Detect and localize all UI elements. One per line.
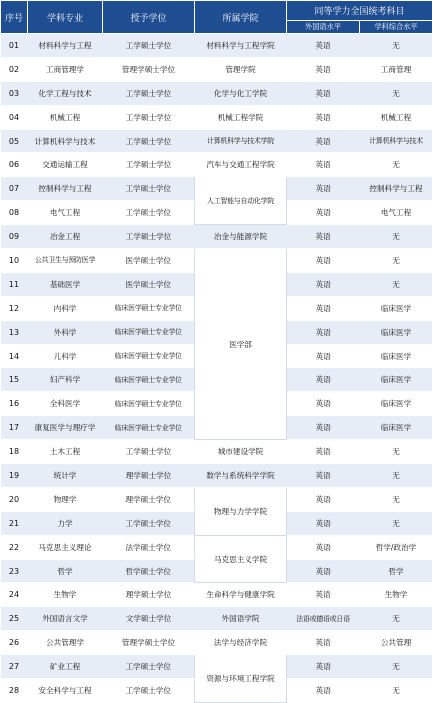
row-major: 控制科学与工程 — [28, 177, 103, 201]
row-index: 28 — [1, 679, 28, 703]
row-major: 冶金工程 — [28, 225, 103, 249]
row-comprehensive: 机械工程 — [360, 105, 432, 129]
row-index: 24 — [1, 583, 28, 607]
row-foreign-language: 英语 — [287, 249, 360, 273]
row-comprehensive: 临床医学 — [360, 296, 432, 320]
row-foreign-language: 英语 — [287, 535, 360, 559]
row-index: 27 — [1, 655, 28, 679]
row-index: 05 — [1, 129, 28, 153]
row-foreign-language: 英语 — [287, 320, 360, 344]
row-degree: 工学硕士学位 — [103, 201, 195, 225]
row-foreign-language: 英语 — [287, 129, 360, 153]
row-school: 机械工程学院 — [195, 105, 287, 129]
table-row — [1, 583, 432, 607]
row-foreign-language: 英语 — [287, 392, 360, 416]
row-comprehensive: 无 — [360, 464, 432, 488]
row-degree: 工学硕士学位 — [103, 153, 195, 177]
row-major: 材料科学与工程 — [28, 34, 103, 58]
table-row — [1, 129, 432, 153]
row-major: 哲学 — [28, 559, 103, 583]
row-degree: 工学硕士学位 — [103, 34, 195, 58]
row-major: 矿业工程 — [28, 655, 103, 679]
row-school: 化学与化工学院 — [195, 81, 287, 105]
table-row — [1, 655, 432, 679]
row-school: 外国语学院 — [195, 607, 287, 631]
row-foreign-language: 英语 — [287, 225, 360, 249]
row-major: 外科学 — [28, 320, 103, 344]
row-major: 马克思主义理论 — [28, 535, 103, 559]
row-major: 化学工程与技术 — [28, 81, 103, 105]
row-comprehensive: 哲学/政治学 — [360, 535, 432, 559]
row-major: 土木工程 — [28, 440, 103, 464]
row-degree: 医学硕士学位 — [103, 249, 195, 273]
row-foreign-language: 英语 — [287, 57, 360, 81]
row-degree: 理学硕士学位 — [103, 583, 195, 607]
row-school: 冶金与能源学院 — [195, 225, 287, 249]
row-index: 26 — [1, 631, 28, 655]
row-comprehensive: 临床医学 — [360, 320, 432, 344]
header-index: 序号 — [1, 1, 28, 34]
row-major: 工商管理学 — [28, 57, 103, 81]
row-major: 力学 — [28, 511, 103, 535]
row-comprehensive: 临床医学 — [360, 344, 432, 368]
row-comprehensive: 工商管理 — [360, 57, 432, 81]
row-foreign-language: 英语 — [287, 177, 360, 201]
row-index: 23 — [1, 559, 28, 583]
row-major: 统计学 — [28, 464, 103, 488]
row-major: 外国语言文学 — [28, 607, 103, 631]
row-degree: 临床医学硕士专业学位 — [103, 392, 195, 416]
row-major: 基础医学 — [28, 272, 103, 296]
row-index: 21 — [1, 511, 28, 535]
row-comprehensive: 无 — [360, 487, 432, 511]
row-degree: 文学硕士学位 — [103, 607, 195, 631]
row-comprehensive: 无 — [360, 607, 432, 631]
row-major: 计算机科学与技术 — [28, 129, 103, 153]
table-row — [1, 487, 432, 511]
row-degree: 理学硕士学位 — [103, 464, 195, 488]
table-row — [1, 607, 432, 631]
row-index: 03 — [1, 81, 28, 105]
row-degree: 医学硕士学位 — [103, 272, 195, 296]
row-foreign-language: 英语 — [287, 464, 360, 488]
row-foreign-language: 英语 — [287, 368, 360, 392]
row-degree: 法学硕士学位 — [103, 535, 195, 559]
table-row — [1, 249, 432, 273]
row-major: 内科学 — [28, 296, 103, 320]
row-index: 01 — [1, 34, 28, 58]
row-degree: 工学硕士学位 — [103, 655, 195, 679]
row-degree: 临床医学硕士专业学位 — [103, 368, 195, 392]
row-comprehensive: 无 — [360, 511, 432, 535]
row-degree: 临床医学硕士专业学位 — [103, 320, 195, 344]
header-comprehensive: 学科综合水平 — [360, 21, 432, 34]
row-degree: 工学硕士学位 — [103, 511, 195, 535]
row-foreign-language: 英语 — [287, 344, 360, 368]
row-index: 02 — [1, 57, 28, 81]
row-school: 汽车与交通工程学院 — [195, 153, 287, 177]
row-school: 资源与环境工程学院 — [195, 655, 287, 703]
table-row — [1, 225, 432, 249]
row-index: 06 — [1, 153, 28, 177]
row-degree: 哲学硕士学位 — [103, 559, 195, 583]
row-school: 法学与经济学院 — [195, 631, 287, 655]
row-school: 城市建设学院 — [195, 440, 287, 464]
row-school: 生命科学与健康学院 — [195, 583, 287, 607]
row-degree: 临床医学硕士专业学位 — [103, 416, 195, 440]
row-foreign-language: 英语 — [287, 440, 360, 464]
row-comprehensive: 无 — [360, 249, 432, 273]
row-index: 16 — [1, 392, 28, 416]
row-foreign-language: 英语 — [287, 105, 360, 129]
row-foreign-language: 法语或德语或日语 — [287, 607, 360, 631]
header-degree: 授予学位 — [103, 1, 195, 34]
table-row — [1, 464, 432, 488]
row-foreign-language: 英语 — [287, 487, 360, 511]
row-comprehensive: 计算机科学与技术 — [360, 129, 432, 153]
row-index: 13 — [1, 320, 28, 344]
row-foreign-language: 英语 — [287, 679, 360, 703]
row-index: 04 — [1, 105, 28, 129]
row-major: 交通运输工程 — [28, 153, 103, 177]
row-index: 10 — [1, 249, 28, 273]
row-index: 14 — [1, 344, 28, 368]
row-index: 12 — [1, 296, 28, 320]
row-comprehensive: 无 — [360, 81, 432, 105]
row-index: 19 — [1, 464, 28, 488]
row-degree: 工学硕士学位 — [103, 177, 195, 201]
row-comprehensive: 无 — [360, 225, 432, 249]
row-comprehensive: 电气工程 — [360, 201, 432, 225]
row-comprehensive: 生物学 — [360, 583, 432, 607]
table-row — [1, 440, 432, 464]
row-foreign-language: 英语 — [287, 583, 360, 607]
row-index: 17 — [1, 416, 28, 440]
table-header — [1, 1, 432, 34]
row-degree: 工学硕士学位 — [103, 129, 195, 153]
row-foreign-language: 英语 — [287, 153, 360, 177]
row-major: 生物学 — [28, 583, 103, 607]
row-comprehensive: 无 — [360, 679, 432, 703]
row-school: 管理学院 — [195, 57, 287, 81]
row-index: 11 — [1, 272, 28, 296]
row-major: 电气工程 — [28, 201, 103, 225]
row-major: 儿科学 — [28, 344, 103, 368]
table-row — [1, 34, 432, 58]
row-school: 医学部 — [195, 249, 287, 440]
table-row — [1, 57, 432, 81]
row-comprehensive: 控制科学与工程 — [360, 177, 432, 201]
row-index: 20 — [1, 487, 28, 511]
row-comprehensive: 无 — [360, 153, 432, 177]
row-degree: 工学硕士学位 — [103, 440, 195, 464]
row-school: 计算机科学与技术学院 — [195, 129, 287, 153]
row-degree: 临床医学硕士专业学位 — [103, 344, 195, 368]
row-school: 材料科学与工程学院 — [195, 34, 287, 58]
row-degree: 管理学硕士学位 — [103, 57, 195, 81]
table-row — [1, 105, 432, 129]
row-comprehensive: 无 — [360, 655, 432, 679]
table-row — [1, 81, 432, 105]
row-major: 康复医学与理疗学 — [28, 416, 103, 440]
row-index: 09 — [1, 225, 28, 249]
table-row — [1, 177, 432, 201]
row-school: 人工智能与自动化学院 — [195, 177, 287, 225]
row-comprehensive: 无 — [360, 34, 432, 58]
row-index: 18 — [1, 440, 28, 464]
row-comprehensive: 无 — [360, 272, 432, 296]
row-major: 公共管理学 — [28, 631, 103, 655]
row-foreign-language: 英语 — [287, 201, 360, 225]
row-major: 妇产科学 — [28, 368, 103, 392]
row-school: 马克思主义学院 — [195, 535, 287, 583]
row-school: 物理与力学学院 — [195, 487, 287, 535]
table-row — [1, 631, 432, 655]
row-foreign-language: 英语 — [287, 631, 360, 655]
row-index: 07 — [1, 177, 28, 201]
row-degree: 工学硕士学位 — [103, 679, 195, 703]
row-comprehensive: 无 — [360, 440, 432, 464]
row-major: 公共卫生与预防医学 — [28, 249, 103, 273]
row-comprehensive: 公共管理 — [360, 631, 432, 655]
row-degree: 工学硕士学位 — [103, 105, 195, 129]
row-index: 08 — [1, 201, 28, 225]
row-foreign-language: 英语 — [287, 81, 360, 105]
row-foreign-language: 英语 — [287, 655, 360, 679]
row-degree: 工学硕士学位 — [103, 225, 195, 249]
row-major: 机械工程 — [28, 105, 103, 129]
row-foreign-language: 英语 — [287, 272, 360, 296]
row-comprehensive: 哲学 — [360, 559, 432, 583]
table-row — [1, 153, 432, 177]
row-foreign-language: 英语 — [287, 416, 360, 440]
row-major: 安全科学与工程 — [28, 679, 103, 703]
table-body — [1, 34, 432, 703]
row-foreign-language: 英语 — [287, 34, 360, 58]
row-comprehensive: 临床医学 — [360, 368, 432, 392]
row-degree: 临床医学硕士专业学位 — [103, 296, 195, 320]
row-index: 22 — [1, 535, 28, 559]
row-degree: 理学硕士学位 — [103, 487, 195, 511]
header-exam-group: 同等学力全国统考科目 — [287, 1, 432, 21]
row-index: 15 — [1, 368, 28, 392]
header-school: 所属学院 — [195, 1, 287, 34]
row-degree: 管理学硕士学位 — [103, 631, 195, 655]
row-index: 25 — [1, 607, 28, 631]
row-major: 全科医学 — [28, 392, 103, 416]
row-school: 数学与系统科学学院 — [195, 464, 287, 488]
row-degree: 工学硕士学位 — [103, 81, 195, 105]
row-foreign-language: 英语 — [287, 559, 360, 583]
header-foreign-language: 外国语水平 — [287, 21, 360, 34]
row-foreign-language: 英语 — [287, 296, 360, 320]
row-major: 物理学 — [28, 487, 103, 511]
header-major: 学科专业 — [28, 1, 103, 34]
row-comprehensive: 临床医学 — [360, 416, 432, 440]
row-foreign-language: 英语 — [287, 511, 360, 535]
row-comprehensive: 临床医学 — [360, 392, 432, 416]
table-row — [1, 535, 432, 559]
